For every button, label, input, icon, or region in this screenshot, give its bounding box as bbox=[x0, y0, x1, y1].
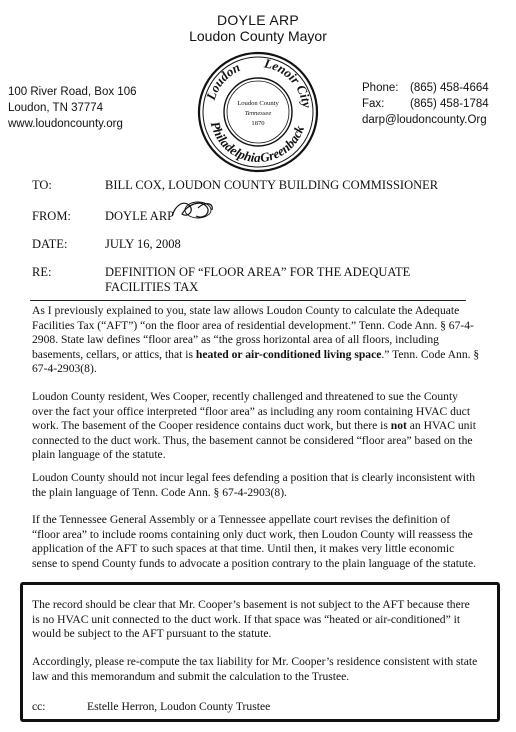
seal-center-line-2: Tennessee bbox=[244, 110, 272, 117]
seal-top-text-2: Lenoir City bbox=[263, 55, 315, 109]
p1-bold: heated or air-conditioned living space bbox=[195, 347, 382, 361]
seal-bottom-text: Philadelphia bbox=[207, 119, 261, 166]
paragraph-5 bbox=[32, 598, 480, 642]
address-line-2: Loudon, TN 37774 bbox=[8, 102, 104, 114]
cc-label: cc: bbox=[32, 700, 46, 713]
website-link[interactable]: www.loudoncounty.org bbox=[8, 118, 123, 130]
p4-text: If the Tennessee General Assembly or a Tennessee appellate court revises the definition of “floor area” to include rooms containing only duct work, then Loudon County will reassess the application of the AFT to such spaces at that time. Until then, it makes very little economic sense to spend County funds to advocate a position contrary to the plain language of the statute. bbox=[32, 513, 476, 570]
p6-text: Accordingly, please re-compute the tax liability for Mr. Cooper’s residence consistent with state law and this memorandum and submit the calculation to the Trustee. bbox=[32, 655, 478, 683]
paragraph-3 bbox=[32, 471, 480, 500]
seal-center-line-1: Loudon County bbox=[237, 100, 279, 107]
fax-row bbox=[362, 96, 489, 112]
phone-label: Phone: bbox=[362, 82, 399, 94]
contact-block bbox=[362, 80, 489, 128]
mayor-title: Loudon County Mayor bbox=[189, 28, 327, 44]
seal-top-text: Loudon bbox=[202, 59, 243, 102]
seal-center-line-3: 1870 bbox=[251, 120, 265, 127]
p2-text-a: Loudon County resident, Wes Cooper, recently challenged and threatened to sue the County over the fact your office interpreted “floor area” as including any room containing HVAC duct work. The basement of the Cooper residence contains duct work, but there is bbox=[32, 390, 471, 433]
phone-row bbox=[362, 80, 489, 96]
paragraph-2 bbox=[32, 390, 480, 463]
paragraph-6 bbox=[32, 655, 480, 684]
date-value: JULY 16, 2008 bbox=[105, 237, 181, 251]
handwritten-initials bbox=[168, 196, 218, 224]
mayor-name: DOYLE ARP bbox=[216, 12, 300, 28]
from-value: DOYLE ARP bbox=[105, 209, 175, 223]
p2-text-b: an HVAC unit connected to the duct work. Thus, the basement cannot be considered “floor area” based on the plain language of the statute. bbox=[32, 419, 476, 462]
seal-bottom-text-2: Greenback bbox=[259, 123, 307, 166]
to-value: BILL COX, LOUDON COUNTY BUILDING COMMISSIONER bbox=[105, 178, 439, 192]
county-seal bbox=[196, 50, 320, 174]
cc-value: Estelle Herron, Loudon County Trustee bbox=[87, 700, 271, 713]
address-line-1: 100 River Road, Box 106 bbox=[8, 86, 137, 98]
p1-text-b: .” Tenn. Code Ann. § 67-4-2903(8). bbox=[32, 347, 480, 376]
date-label: DATE: bbox=[32, 237, 68, 251]
header-divider bbox=[30, 300, 466, 301]
address-block bbox=[8, 84, 137, 132]
p3-text: Loudon County should not incur legal fees defending a position that is clearly inconsistent with the plain language of Tenn. Code Ann. § 67-4-2903(8). bbox=[32, 471, 476, 499]
paragraph-4 bbox=[32, 513, 480, 571]
fax-value: (865) 458-1784 bbox=[410, 98, 489, 110]
to-label: TO: bbox=[32, 178, 52, 192]
paragraph-1 bbox=[32, 304, 480, 377]
re-label: RE: bbox=[32, 265, 52, 279]
p1-text-a: As I previously explained to you, state law allows Loudon County to calculate the Adequate Facilities Tax (“AFT”) “on the floor area of residential development.” Tenn. Code Ann. § 67-4-2908. State law defines “floor area” as “the gross horizontal area of all floors, including basements, cellars, or attics, that is bbox=[32, 304, 474, 361]
p5-text: The record should be clear that Mr. Cooper’s basement is not subject to the AFT because there is no HVAC unit connected to the duct work. If that space was “heated or air-conditioned” it would be subject to the AFT pursuant to the statute. bbox=[32, 598, 470, 641]
email-link[interactable]: darp@loudoncounty.Org bbox=[362, 114, 487, 126]
phone-value: (865) 458-4664 bbox=[410, 82, 489, 94]
re-value-line-2: FACILITIES TAX bbox=[105, 280, 199, 294]
p2-bold: not bbox=[390, 419, 407, 433]
re-value-line-1: DEFINITION OF “FLOOR AREA” FOR THE ADEQUATE bbox=[105, 265, 411, 279]
from-label: FROM: bbox=[32, 209, 71, 223]
fax-label: Fax: bbox=[362, 98, 385, 110]
